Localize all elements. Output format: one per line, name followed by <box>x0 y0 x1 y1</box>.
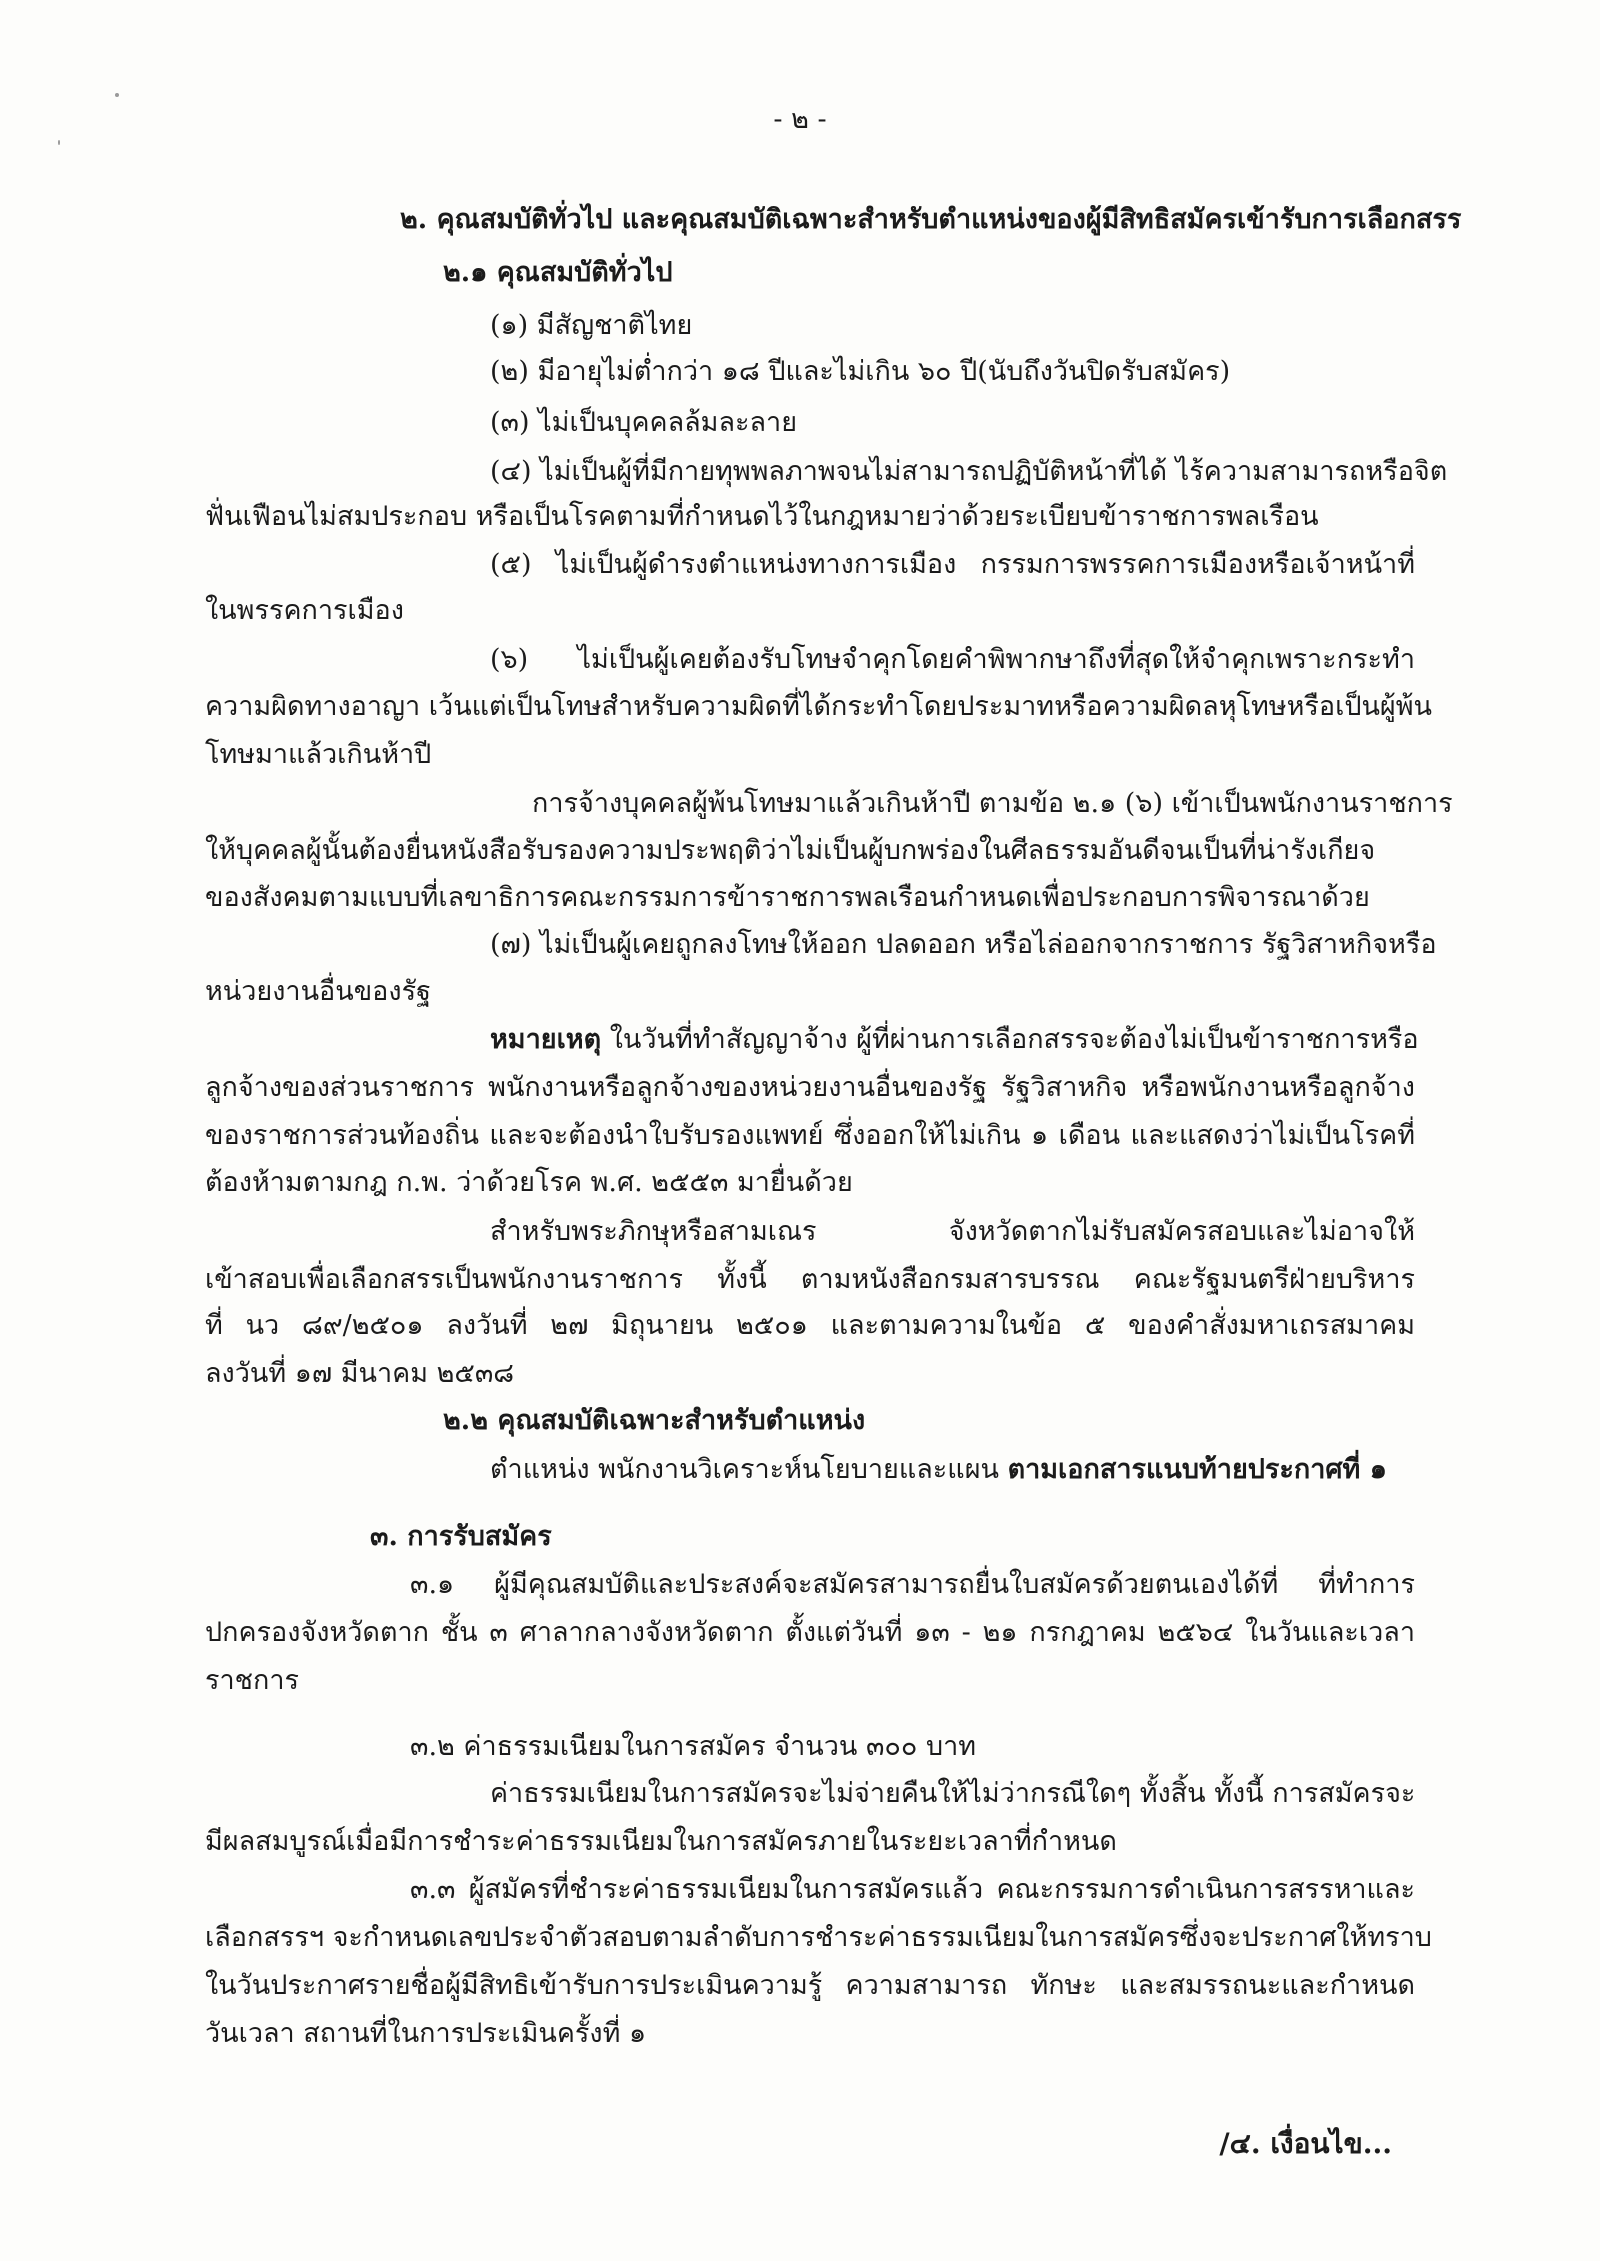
qualification-4-line-2: ฟั่นเฟือนไม่สมประกอบ หรือเป็นโรคตามที่กำหนดไว้ในกฎหมายว่าด้วยระเบียบข้าราชการพลเรือน <box>205 501 1319 532</box>
note-line-3: ของราชการส่วนท้องถิ่น และจะต้องนำใบรับรองแพทย์ ซึ่งออกให้ไม่เกิน ๑ เดือน และแสดงว่าไม่เป็นโรคที่ <box>205 1120 1415 1151</box>
note-line-4: ต้องห้ามตามกฎ ก.พ. ว่าด้วยโรค พ.ศ. ๒๕๕๓ มายื่นด้วย <box>205 1167 853 1198</box>
note-text: ในวันที่ทำสัญญาจ้าง ผู้ที่ผ่านการเลือกสรรจะต้องไม่เป็นข้าราชการหรือ <box>601 1024 1419 1055</box>
qualification-6-line-1: (๖) ไม่เป็นผู้เคยต้องรับโทษจำคุกโดยคำพิพากษาถึงที่สุดให้จำคุกเพราะกระทำ <box>490 644 1415 675</box>
note-line-1 <box>490 1020 1419 1060</box>
note-label: หมายเหตุ <box>490 1024 602 1055</box>
section-2-title: ๒. คุณสมบัติทั่วไป และคุณสมบัติเฉพาะสำหรับตำแหน่งของผู้มีสิทธิสมัครเข้ารับการเลือกสรร <box>400 204 1462 235</box>
position-name: ตำแหน่ง พนักงานวิเคราะห์นโยบายและแผน <box>490 1454 1008 1485</box>
position-reference: ตามเอกสารแนบท้ายประกาศที่ ๑ <box>1007 1454 1387 1485</box>
section-3-1-line-2: ปกครองจังหวัดตาก ชั้น ๓ ศาลากลางจังหวัดตาก ตั้งแต่วันที่ ๑๓ - ๒๑ กรกฎาคม ๒๕๖๔ ในวันและเวลา <box>205 1617 1415 1648</box>
qualification-6-line-3: โทษมาแล้วเกินห้าปี <box>205 739 432 770</box>
section-3-3-line-4: วันเวลา สถานที่ในการประเมินครั้งที่ ๑ <box>205 2018 647 2049</box>
scan-speck <box>58 140 60 145</box>
section-3-1-line-3: ราชการ <box>205 1665 299 1696</box>
monk-paragraph-line-1: สำหรับพระภิกษุหรือสามเณร จังหวัดตากไม่รับสมัครสอบและไม่อาจให้ <box>490 1216 1415 1247</box>
note-line-2: ลูกจ้างของส่วนราชการ พนักงานหรือลูกจ้างของหน่วยงานอื่นของรัฐ รัฐวิสาหกิจ หรือพนักงานหรือลูกจ้าง <box>205 1072 1415 1103</box>
section-3-2: ๓.๒ ค่าธรรมเนียมในการสมัคร จำนวน ๓๐๐ บาท <box>410 1731 977 1762</box>
section-3-3-line-2: เลือกสรรฯ จะกำหนดเลขประจำตัวสอบตามลำดับการชำระค่าธรรมเนียมในการสมัครซึ่งจะประกาศให้ทราบ <box>205 1922 1432 1953</box>
qualification-2: (๒) มีอายุไม่ต่ำกว่า ๑๘ ปีและไม่เกิน ๖๐ ปี(นับถึงวันปิดรับสมัคร) <box>490 356 1231 387</box>
fee-paragraph-line-2: มีผลสมบูรณ์เมื่อมีการชำระค่าธรรมเนียมในการสมัครภายในระยะเวลาที่กำหนด <box>205 1826 1117 1857</box>
section-2-1-title: ๒.๑ คุณสมบัติทั่วไป <box>443 257 673 288</box>
qualification-3: (๓) ไม่เป็นบุคคลล้มละลาย <box>490 407 798 438</box>
fee-paragraph-line-1: ค่าธรรมเนียมในการสมัครจะไม่จ่ายคืนให้ไม่ว่ากรณีใดๆ ทั้งสิ้น ทั้งนี้ การสมัครจะ <box>490 1778 1416 1809</box>
hiring-paragraph-line-2: ให้บุคคลผู้นั้นต้องยื่นหนังสือรับรองความประพฤติว่าไม่เป็นผู้บกพร่องในศีลธรรมอันดีจนเป็นที่น่ารังเกียจ <box>205 835 1376 866</box>
qualification-5-line-2: ในพรรคการเมือง <box>205 595 404 626</box>
continuation-marker: /๔. เงื่อนไข... <box>1219 2127 1392 2160</box>
section-3-title: ๓. การรับสมัคร <box>370 1521 552 1552</box>
qualification-5-line-1: (๕) ไม่เป็นผู้ดำรงตำแหน่งทางการเมือง กรรมการพรรคการเมืองหรือเจ้าหน้าที่ <box>490 549 1415 580</box>
monk-paragraph-line-4: ลงวันที่ ๑๗ มีนาคม ๒๕๓๘ <box>205 1358 515 1389</box>
section-3-1-line-1: ๓.๑ ผู้มีคุณสมบัติและประสงค์จะสมัครสามารถยื่นใบสมัครด้วยตนเองได้ที่ ที่ทำการ <box>410 1569 1415 1600</box>
hiring-paragraph-line-3: ของสังคมตามแบบที่เลขาธิการคณะกรรมการข้าราชการพลเรือนกำหนดเพื่อประกอบการพิจารณาด้วย <box>205 882 1370 913</box>
qualification-7-line-2: หน่วยงานอื่นของรัฐ <box>205 976 431 1007</box>
qualification-1: (๑) มีสัญชาติไทย <box>490 310 693 341</box>
qualification-4-line-1: (๔) ไม่เป็นผู้ที่มีกายทุพพลภาพจนไม่สามารถปฏิบัติหน้าที่ได้ ไร้ความสามารถหรือจิต <box>490 456 1448 487</box>
monk-paragraph-line-2: เข้าสอบเพื่อเลือกสรรเป็นพนักงานราชการ ทั้งนี้ ตามหนังสือกรมสารบรรณ คณะรัฐมนตรีฝ่ายบริหาร <box>205 1264 1415 1295</box>
qualification-6-line-2: ความผิดทางอาญา เว้นแต่เป็นโทษสำหรับความผิดที่ได้กระทำโดยประมาทหรือความผิดลหุโทษหรือเป็นผู้พ้น <box>205 691 1433 722</box>
section-3-3-line-1: ๓.๓ ผู้สมัครที่ชำระค่าธรรมเนียมในการสมัครแล้ว คณะกรรมการดำเนินการสรรหาและ <box>410 1874 1415 1905</box>
scan-speck <box>115 93 119 97</box>
section-2-2-title: ๒.๒ คุณสมบัติเฉพาะสำหรับตำแหน่ง <box>443 1405 866 1436</box>
qualification-7-line-1: (๗) ไม่เป็นผู้เคยถูกลงโทษให้ออก ปลดออก หรือไล่ออกจากราชการ รัฐวิสาหกิจหรือ <box>490 929 1437 960</box>
monk-paragraph-line-3: ที่ นว ๘๙/๒๕๐๑ ลงวันที่ ๒๗ มิถุนายน ๒๕๐๑ และตามความในข้อ ๕ ของคำสั่งมหาเถรสมาคม <box>205 1310 1415 1341</box>
page-number: - ๒ - <box>773 104 827 135</box>
section-3-3-line-3: ในวันประกาศรายชื่อผู้มีสิทธิเข้ารับการประเมินความรู้ ความสามารถ ทักษะ และสมรรถนะและกำหนด <box>205 1970 1415 2001</box>
hiring-paragraph-line-1: การจ้างบุคคลผู้พ้นโทษมาแล้วเกินห้าปี ตามข้อ ๒.๑ (๖) เข้าเป็นพนักงานราชการ <box>532 788 1453 819</box>
position-line <box>490 1450 1387 1490</box>
